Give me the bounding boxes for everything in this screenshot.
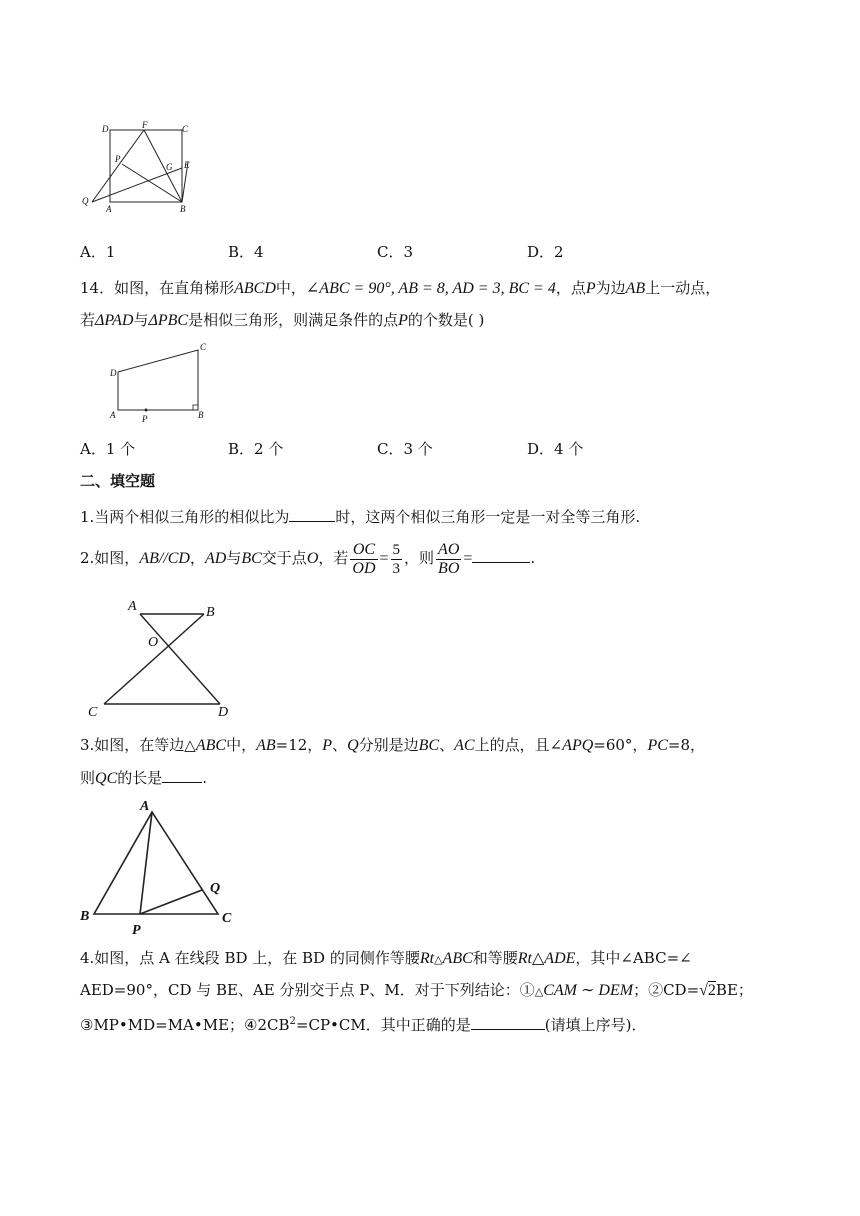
q14-option-a: A．1 个 — [80, 440, 136, 458]
q13-option-d: D．2 — [527, 243, 564, 261]
fill2-label-d: D — [218, 705, 229, 720]
fill-question-1: 1.当两个相似三角形的相似比为 时，这两个相似三角形一定是一对全等三角形. — [80, 505, 640, 528]
fill-question-4-line2: AED=90°，CD 与 BE、AE 分别交于点 P、M．对于下列结论：①△CAM ∼ DEM；②CD=√2BE； — [80, 981, 753, 999]
fill3-label-a: A — [140, 799, 150, 814]
q14-label-p: P — [142, 414, 148, 424]
q13-label-f: F — [142, 120, 148, 130]
fill3-label-p: P — [132, 923, 141, 936]
fill-question-3-line1: 3.如图，在等边△ABC中，AB=12，P、Q分别是边BC、AC上的点，且∠APQ=60°，PC=8， — [80, 736, 706, 754]
section-heading-fill-blank: 二、填空题 — [80, 472, 156, 490]
q14-label-d: D — [110, 368, 117, 378]
q13-option-b: B．4 — [228, 243, 264, 261]
fill2-label-a: A — [128, 599, 137, 614]
answer-blank-1[interactable] — [289, 505, 335, 522]
fraction-ao-bo: $\frac{AO}{BO}$ — [438, 540, 460, 577]
fill2-figure — [80, 596, 240, 722]
q13-label-c: C — [182, 124, 189, 134]
q13-label-p: P — [115, 154, 121, 164]
q13-option-c: C．3 — [377, 243, 414, 261]
fill2-label-o: O — [148, 635, 159, 650]
q14-figure — [104, 340, 216, 426]
q13-label-e: E — [184, 160, 190, 170]
fill3-label-q: Q — [210, 881, 221, 896]
fraction-5-3: $\frac{5}{3}$ — [392, 541, 401, 577]
q13-label-b: B — [180, 204, 186, 214]
q13-label-d: D — [102, 124, 109, 134]
q13-label-q: Q — [82, 196, 89, 206]
fill-question-3-line2: 则QC的长是 . — [80, 766, 207, 790]
q14-label-c: C — [200, 342, 207, 352]
fill3-label-b: B — [80, 909, 90, 924]
q14-question-line1: 14．如图，在直角梯形ABCD中，∠ABC = 90°, AB = 8, AD = 3, BC = 4，点P为边AB上一动点， — [80, 279, 721, 297]
q14-option-c: C．3 个 — [377, 440, 433, 458]
fill2-label-b: B — [206, 605, 215, 620]
fill-question-4-line1: 4.如图，点 A 在线段 BD 上，在 BD 的同侧作等腰Rt△ABC和等腰Rt△ADE，其中∠ABC=∠ — [80, 949, 692, 967]
answer-blank-3[interactable] — [162, 766, 202, 783]
q13-label-a: A — [106, 204, 112, 214]
q14-label-b: B — [198, 410, 204, 420]
q14-question-line2: 若ΔPAD与ΔPBC是相似三角形，则满足条件的点P的个数是( ) — [80, 311, 485, 329]
q14-option-b: B．2 个 — [228, 440, 284, 458]
q13-label-g: G — [166, 162, 173, 172]
fill3-label-c: C — [222, 911, 232, 926]
answer-blank-2[interactable] — [472, 546, 530, 563]
fill2-label-c: C — [88, 705, 98, 720]
q14-label-a: A — [110, 410, 116, 420]
q13-figure — [78, 118, 198, 218]
q13-option-a: A．1 — [80, 243, 116, 261]
fraction-oc-od: $\frac{OC}{OD}$ — [352, 540, 376, 577]
fill-question-2: 2.如图，AB//CD，AD与BC交于点O，若 $\frac{OC}{OD}$ = $\frac{5}{3}$ ，则 $\frac{AO}{BO}$ = . — [80, 540, 536, 577]
q14-option-d: D．4 个 — [527, 440, 584, 458]
fill3-figure — [78, 796, 248, 936]
answer-blank-4[interactable] — [471, 1013, 545, 1030]
fill-question-4-line3: ③MP•MD=MA•ME；$④2CB^2=CP•CM$．其中正确的是 (请填上序号)． — [80, 1011, 646, 1036]
